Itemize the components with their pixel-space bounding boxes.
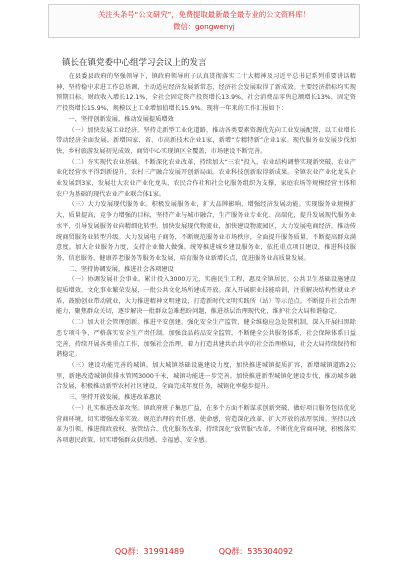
body-paragraph: （一）扎实推进改革攻坚。镇政府班子集思广益，在多个方面不断谋求创新突破，做好项目服务包括优化营商环境，切实增强改革实效。规范治理的责任感、使命感，营造深化改革、扩大开放的浓厚氛围。坚持以改革为引领，推进简政放权、放管结合、优化服务改革，持续深化“放管服”改革，不断优化营商环境，积极落实各项惠民政策，切实增强群众获得感、幸福感、安全感。 (56, 404, 356, 444)
document-body (56, 72, 356, 447)
body-paragraph: （三）大力发展现代服务业。积极发展服务业，扩大品牌影响，增强经济发展动能。实现服务业规模扩大，质量提高，竞争力增强的目标，坚持产业与城市融合，生产服务业专业化、高端化，提升发展现代服务业水平，引导发展服务业向精细化转型。加快发展现代物流业，加快建设物流园区，大力发展电商经济，推动传统商贸服务业转型升级。大力发展电子商务，不断规范服务业市场秩序，全面提升服务质量，不断提高群众满意度。加大企业服务力度，支持企业做大做强。统筹推进城乡建设服务业，依托重点项目建设，推进科技服务、信息服务、健康养老服务等服务业发展，培育服务业新增长点，促进服务业高质量发展。 (56, 201, 356, 262)
section-heading: 二、坚持协调发展，推进社会各项建设 (68, 265, 174, 273)
banner-wechat-text: 微信：gongwenyj (173, 22, 235, 31)
body-paragraph: （二）夯实现代农业基础。不断深化农业改革，持续加大“三农”投入，农业结构调整实现新突破，农业产业化经营水平得到新提升，农村三产融合发展开创新局面。农业科技创新取得新成果。全镇农业产业化龙头企业发展到3家，发展壮大农业产业化龙头，农民合作社和社会化服务组织为支撑，家庭农场等规模经营主体和农户为基础的现代农业产业联合体1家。 (56, 158, 356, 198)
body-paragraph: 在县委县政府的坚强领导下，镇政府领导班子认真贯彻落实二十大精神及习近平总书记系列重要讲话精神，坚持稳中求进工作总基调，主动适应经济发展新常态，经济社会发展取得了新成效。主要经济指标均实现预期目标。财政收入增长12.1%，全社会固定资产投资增长13.9%，社会消费品零售总额增长13%，固定资产投资增长15.9%，规模以上工业增加值增长15.9%。现将一年来的工作汇报如下： (56, 73, 356, 113)
header-banner (48, 4, 360, 38)
footer-qq-group-1: QQ群：31991489 (114, 547, 185, 556)
body-paragraph: （二）加大社会管理创新。推进平安创建，强化安全生产监管，健全维稳应急处置机制，深入开展扫黑除恶专项斗争，严格落实安全生产责任制。加强食品药品安全监管，不断健全公共服务体系，社会保障体系日益完善，持续开展各类重点工作，加强社会治理，着力打造共建共治共享的社会治理格局，社会大局持续保持和谐稳定。 (56, 319, 356, 359)
section-heading: 一、坚持创新发展，推动发展提质增效 (68, 115, 174, 123)
document-title: 镇长在镇党委中心组学习会议上的发言 (62, 58, 207, 68)
body-paragraph: （一）协调发展社会事业。累计投入3000万元，实施民生工程，惠及全镇居民。公共卫生基础设施建设提质增效，文化事业繁荣发展，一批公共文化场所建成开放。深入开展职业技能培训，注重解决结构性就业矛盾，鼓励创业带动就业，大力推进精神文明建设，打造新时代文明实践所（站）等示范点。不断提升社会治理能力，聚焦群众关切，逐步解决一批群众急难愁盼问题，推进基层治理现代化，维护社会大局和谐稳定。 (56, 276, 356, 316)
body-paragraph: （三）建设功能完善的城镇。加大城镇基础设施建设力度，加快推进城镇提质扩容，新增城镇道路2公里，新建改造城镇供排水管网3000千米，城镇功能进一步完善。加快推进新型城镇化建设步伐，推动城乡融合发展，积极推动新型农村社区建设，全面完成年度任务，城镇化率稳步提升。 (56, 361, 356, 391)
body-paragraph: （一）加快发展工业经济。坚持走新型工业化道路，推动各类要素资源优先向工业发展配置，以工业增长带动经济全面发展。新增国家、省、市高新技术企业1家，新增“专精特新”企业1家。现代服务业发展步伐加快，乡村旅游发展初见成效，商贸中心实现镇区全覆盖，市场建设不断完善。 (56, 126, 356, 155)
footer-qq-group-2: QQ群：535304092 (218, 547, 294, 556)
banner-promo-text: 关注头条号“公文研究”，免费提取最新最全最专业的公文资料库！ (98, 10, 310, 19)
section-heading: 三、坚持开放发展，推进改革惠民 (68, 394, 162, 402)
footer-contact (0, 546, 408, 557)
